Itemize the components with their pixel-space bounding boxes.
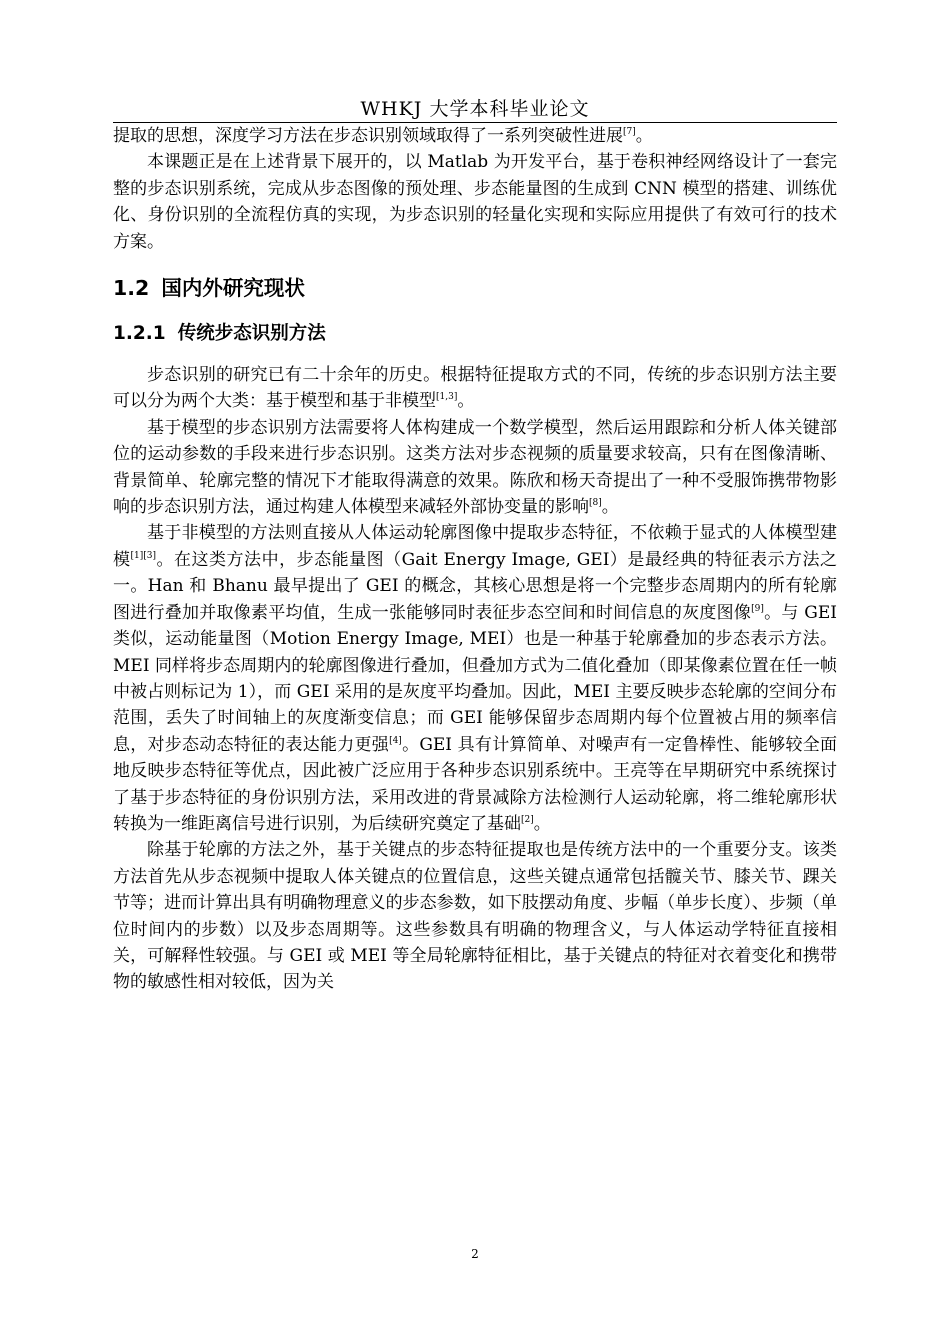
paragraph-text: 。 [601,497,619,518]
paragraph-text: 。与 GEI 类似，运动能量图（Motion Energy Image, MEI）也是一种基于轮廓叠加的步态表示方法。MEI 同样将步态周期内的轮廓图像进行叠加，但叠加方式为二值化叠加（即某像素位置在任一帧中被占则标记为 1），而 GEI 采用的是灰度平均叠加。因此，MEI 主要反映步态轮廓的空间分布范围，丢失了时间轴上的灰度渐变信息；而 GEI 能够保留步态周期内每个位置被占用的频率信息，对步态动态特征的表达能力更强 [113,602,838,755]
section-title: 国内外研究现状 [161,276,305,301]
paragraph: 除基于轮廓的方法之外，基于关键点的步态特征提取也是传统方法中的一个重要分支。该类方法首先从步态视频中提取人体关键点的位置信息，这些关键点通常包括髋关节、膝关节、踝关节等；进而计算出具有明确物理意义的步态参数，如下肢摆动角度、步幅（单步长度）、步频（单位时间内的步数）以及步态周期等。这些参数具有明确的物理含义，与人体运动学特征直接相关，可解释性较强。与 GEI 或 MEI 等全局轮廓特征相比，基于关键点的特征对衣着变化和携带物的敏感性相对较低，因为关 [113,840,837,993]
citation: [9] [751,603,764,614]
citation: [1][3] [130,550,157,561]
paragraph-text: 基于非模型的方法则直接从人体运动轮廓图像中提取步态特征，不依赖于显式的人体模型建模 [113,523,837,570]
page-body [113,122,837,996]
paragraph-text: 提取的思想，深度学习方法在步态识别领域取得了一系列突破性进展 [113,126,623,146]
paragraph [113,362,837,415]
citation: [4] [389,735,402,746]
paragraph-text: 基于模型的步态识别方法需要将人体构建成一个数学模型，然后运用跟踪和分析人体关键部位的运动参数的手段来进行步态识别。这类方法对步态视频的质量要求较高，只有在图像清晰、背景简单、轮廓完整的情况下才能取得满意的效果。陈欣和杨天奇提出了一种不受服饰携带物影响的步态识别方法，通过构建人体模型来减轻外部协变量的影响 [113,417,837,518]
paragraph-text: 。 [457,391,475,412]
page-number: 2 [471,1247,479,1261]
section-heading [113,275,837,301]
paragraph-text: 。GEI 具有计算简单、对噪声有一定鲁棒性、能够较全面地反映步态特征等优点，因此被广泛应用于各种步态识别系统中。王亮等在早期研究中系统探讨了基于步态特征的身份识别方法，采用改进的背景减除方法检测行人运动轮廓，将二维轮廓形状转换为一维距离信号进行识别，为后续研究奠定了基础 [113,734,838,834]
subsection-heading [113,322,837,346]
paragraph-text: 。 [635,126,653,146]
paragraph-text: 步态识别的研究已有二十余年的历史。根据特征提取方式的不同，传统的步态识别方法主要可以分为两个大类：基于模型和基于非模型 [113,365,837,412]
subsection-title: 传统步态识别方法 [177,323,326,345]
paragraph: 本课题正是在上述背景下展开的，以 Matlab 为开发平台，基于卷积神经网络设计了一套完整的步态识别系统，完成从步态图像的预处理、步态能量图的生成到 CNN 模型的搭建、训练优化、身份识别的全流程仿真的实现，为步态识别的轻量化实现和实际应用提供了有效可行的技术方案。 [113,152,837,252]
paragraph-text: 。 [533,813,551,834]
paragraph-text: 。在这类方法中，步态能量图（Gait Energy Image, GEI）是最经典的特征表示方法之一。Han 和 Bhanu 最早提出了 GEI 的概念，其核心思想是将一个完整步态周期内的所有轮廓图进行叠加并取像素平均值，生成一张能够同时表征步态空间和时间信息的灰度图像 [113,549,838,623]
citation: [7] [623,127,636,137]
citation: [2] [521,814,534,825]
subsection-number: 1.2.1 [113,323,166,345]
section-number: 1.2 [113,276,150,301]
paragraph [113,123,837,149]
page-header: WHKJ 大学本科毕业论文 [360,98,590,120]
paragraph [113,415,837,521]
citation: [8] [589,498,602,509]
paragraph [113,520,837,837]
citation: [1,3] [436,392,458,403]
